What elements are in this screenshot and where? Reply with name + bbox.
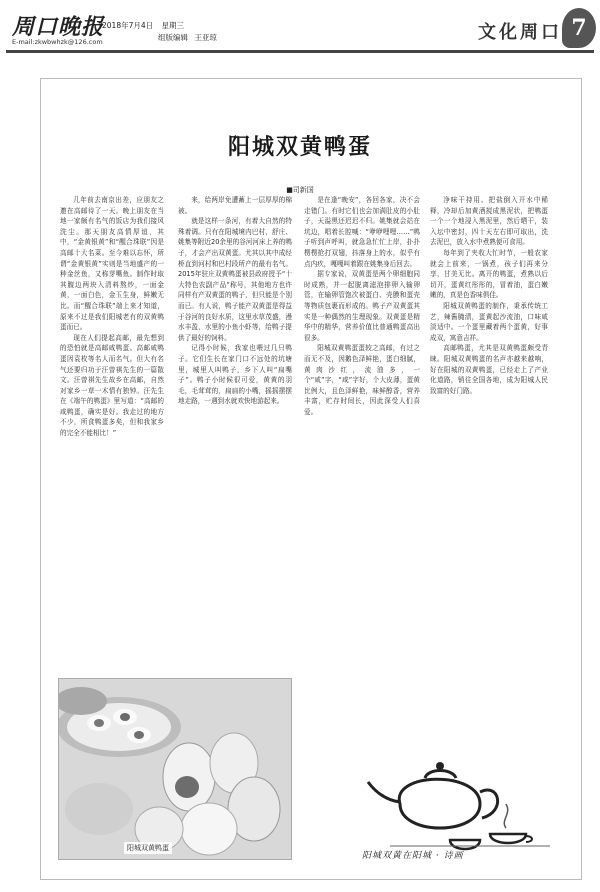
contact-email: E-mail:zkwbwhzk@126.com: [12, 38, 103, 46]
article-column-4: [430, 195, 548, 693]
issue-weekday: 星期三: [161, 21, 185, 30]
article-paragraph: 每年到了夹收大忙时节，一般农家就会上前来，一锅煮，孩子们再来分享，甘美无比。离开的鸭蛋，煮熟以后切开，蛋黄红彤彤的，冒着油，蛋白嫩嫩的，真是色香味俱佳。: [430, 248, 548, 300]
photo-caption: 阳城双黄鸭蛋: [124, 842, 172, 854]
issue-date: 2018年7月4日: [102, 21, 154, 30]
issue-date-line: [102, 20, 190, 31]
masthead: [8, 6, 592, 50]
editor-name: 王亚琼: [194, 33, 217, 42]
editor-line: [158, 32, 221, 43]
article-paragraph: 记得小时候，我家也喂过几只鸭子。它们生长在家门口不远处的坑塘里，城里人叫鸭子，乡下人叫“扁嘴子”。鸭子小时候很可爱，黄黄的羽毛，毛茸茸的，扁扁的小嘴，摇摇摆摆地走路，一遇到水就欢快地游起来。: [178, 344, 292, 406]
section-title: 文化周口: [478, 22, 562, 43]
header-rule: [6, 50, 594, 53]
article-paragraph: 几年前去南京出差，应朋友之邀在高邮待了一天。晚上朋友在当地一家颇有名气的饭店为我们接风洗尘。那天朋友高情厚谊，其中，“金黄银黄”和“醒合珠联”因是高邮十大名菜。至今难以忘怀，所谓“金黄银黄”实则是当地盛产的一种金丝鱼，又称芽嘴鱼。制作时取其腹边两块入清料熬炒，一面金黄，一面白色，金玉生身，鲜嫩无比。而“醒合珠联”端上来才知道，原来不过是我们阳城老有的双黄鸭蛋而已。: [60, 196, 164, 332]
article-column-2: [178, 195, 292, 730]
article-headline: 阳城双黄鸭蛋: [227, 134, 372, 160]
editor-label: 组版编辑: [158, 33, 188, 42]
article-paragraph: 来，给两岸免遭蓄上一层厚厚的棉被。: [178, 196, 292, 215]
calligraphy-inscription: 阳城双黄在阳城 · 诗画: [362, 851, 464, 861]
article-column-1: [60, 195, 164, 675]
duck-egg-photo-image: [59, 679, 291, 859]
page-number-badge: 7: [562, 8, 596, 48]
article-column-3: [304, 195, 420, 730]
duck-egg-photo: [58, 678, 292, 860]
article-byline: ■司新国: [286, 186, 314, 194]
article-paragraph: 高邮鸭蛋，尤其是双黄鸭蛋颇受青睐。阳城双黄鸭蛋的名声亦越来越响，好在阳城的双黄鸭蛋，已经走上了产业化道路，销往全国各地，成为阳城人民致富的好门路。: [430, 344, 548, 395]
article-paragraph: 现在人们提起高邮，最先想到的恐怕就是高邮咸鸭蛋。高邮咸鸭蛋因袁枚等名人而名气。但大有名气还要归功于汪曾祺先生的一篇散文。汪曾祺先生故乡在高邮，自然对家乡一草一木情有独钟。汪先生在《端午的鸭蛋》里写道：“高邮的咸鸭蛋，确实是好。我走过的地方不少，所食鸭蛋多矣，但和我家乡的完全不能相比！”: [60, 333, 164, 438]
article-paragraph: 阳城双黄鸭蛋蛋较之高邮，有过之而无不及，因鹅色泽鲜艳，蛋白细腻，黄肉沙红，流油多，一个“咸”字，“咸”字好，个大皮薄，蛋黄比例大，且色泽鲜艳，味鲜醇香，营养丰富，贮存时间长，因此深受人们喜爱。: [304, 344, 420, 416]
article-paragraph: 就是这样一条河，有着大自然的特殊着调。只有在阳城境内巴村，舒庄、姚集等附近20余里的谷河河床上养的鸭子，才会产出双黄蛋。尤其以其中成经桥直到河村和巴村段所产的最有名气。2015年驻庄双黄鸭蛋被县政府授予“十大特色农副产品”称号，其他地方也许同样有产双黄蛋的鸭子，但只能是个别而已。有人说，鸭子能产双黄蛋是得益于谷河的良好水质，这里水草茂盛，漫水丰盈，水里的小鱼小虾等，给鸭子提供了最好的饲料。: [178, 217, 292, 342]
article-paragraph: 阳城双黄鸭蛋的制作，秉承传统工艺，辣酱腌渍，蛋黄起沙流油，口味咸淡适中。一个蛋里藏着两个蛋黄，好事成双，寓意吉祥。: [430, 301, 548, 342]
article-paragraph: 净味干持用。把盐倒入开水中稀释，冷却后加黄酒搅成黑泥状，把鸭蛋一个一个地浸入黑泥里，然后晒干，装入坛中密封，四十天左右即可取出，洗去泥巴，放入水中煮熟便可食用。: [430, 196, 548, 247]
newspaper-logo: 周口晚报: [12, 14, 105, 40]
article-paragraph: 是在逢“晚安”，各回各家，决不会走错门。有时它们也会加满肚皮的小肚子，天溢黑还迟迟不归。姚集就会站在坑边，唱着长腔喊：“咿咿哩哩……”鸭子听到声呼叫，就急急忙忙上岸，扑扑楞楞抢打双翅，抖落身上的水，似乎有点内疚，嘎嘎叫着跟在姚集身后回去。: [304, 196, 420, 268]
article-paragraph: 据专家说，双黄蛋是两个卵细胞同时成熟，并一起脱离滤泡排卵入输卵管，在输卵管饱次被蛋白、壳膜和蛋壳等物质包裹而形成的。鸭子产双黄蛋其实是一种偶然的生理现象。双黄蛋是精华中的精华，营养价值比普通鸭蛋高出很多。: [304, 270, 420, 342]
